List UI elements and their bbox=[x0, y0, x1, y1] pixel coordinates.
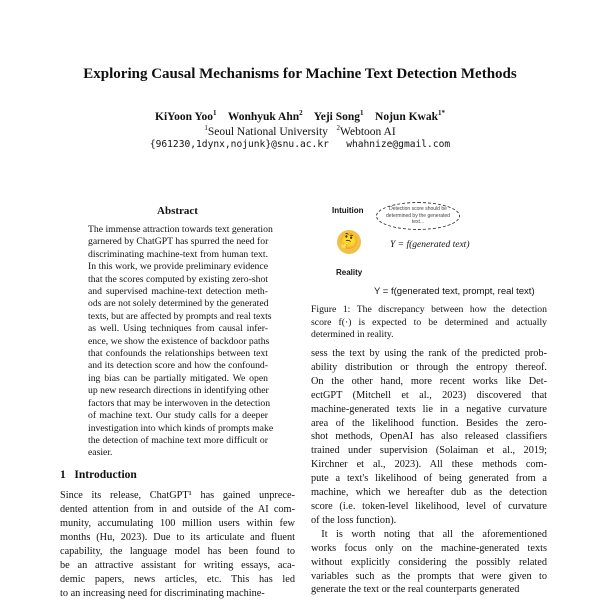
reality-equation: Y = f(generated text, prompt, real text) bbox=[374, 286, 535, 297]
text-line: ence, we show the existence of backdoor paths bbox=[88, 335, 270, 347]
text-line: shot methods, OpenAI has also released classifiers bbox=[311, 431, 547, 443]
text-line: as well. Using techniques from causal infer- bbox=[88, 323, 268, 335]
text-line: machine, which we hereafter dub as the detection bbox=[311, 487, 547, 499]
text-line: months (Hu, 2023). Due to its articulate and fluent bbox=[60, 532, 295, 543]
author-mark: 1 bbox=[213, 109, 217, 117]
paper-title: Exploring Causal Mechanisms for Machine Text Detection Methods bbox=[83, 66, 517, 82]
affil-name: Webtoon AI bbox=[340, 125, 396, 138]
thought-bubble: Detection score should be determined by the generated text... bbox=[376, 202, 460, 230]
abstract-text bbox=[88, 224, 274, 460]
right-column-text bbox=[311, 347, 547, 597]
author-mark: 2 bbox=[299, 109, 303, 117]
text-line: that the scores computed by existing zero-shot bbox=[88, 273, 268, 285]
text-line: texts, but are affected by prompts and real texts bbox=[88, 310, 272, 322]
text-line: sess the text by using the rank of the predicted prob- bbox=[311, 348, 547, 359]
affil-mark: 1 bbox=[204, 124, 208, 132]
author-name: KiYoon Yoo bbox=[155, 110, 214, 123]
affiliations bbox=[0, 124, 600, 138]
text-line: to an increasing need for discriminating machine- bbox=[60, 588, 265, 599]
intro-text bbox=[60, 489, 295, 600]
intuition-equation: Y = f(generated text) bbox=[390, 240, 470, 250]
author-mark: 1 bbox=[360, 109, 364, 117]
author-name: Yeji Song bbox=[313, 110, 361, 123]
text-line: area of the likelihood function. Besides the zero- bbox=[311, 417, 547, 429]
author bbox=[375, 111, 445, 123]
text-line: ods are not solely determined by the generated bbox=[88, 298, 269, 310]
figure-1 bbox=[310, 200, 550, 300]
text-line: The immense attraction towards text generation bbox=[88, 224, 273, 235]
text-line: machine-generated texts lie in a negative curvature bbox=[311, 403, 547, 415]
author-list bbox=[0, 109, 600, 123]
affil-name: Seoul National University bbox=[207, 125, 328, 138]
abstract-heading: Abstract bbox=[157, 205, 198, 217]
text-line: and supervised machine-text detection meth- bbox=[88, 286, 268, 298]
author-name: Wonhyuk Ahn bbox=[227, 110, 300, 123]
reality-label: Reality bbox=[336, 268, 363, 277]
text-line: capability, the language model has been found to bbox=[60, 546, 295, 557]
text-line: the detection of machine text more difficult or bbox=[88, 434, 268, 446]
text-line: munity, accumulating 100 million users within few bbox=[60, 518, 295, 529]
text-line: up new research directions in identifying other bbox=[88, 385, 269, 397]
text-line: of machine text. Our study calls for a deeper bbox=[88, 410, 268, 422]
author bbox=[228, 111, 303, 123]
text-line: discriminating machine-text from human text. bbox=[88, 248, 268, 260]
text-line: ectGPT (Mitchell et al., 2023) discovered that bbox=[311, 389, 547, 401]
text-line: be an attractive assistant for writing essays, aca- bbox=[60, 560, 295, 571]
text-line: works focus only on the machine-generated texts bbox=[311, 542, 547, 554]
intuition-label: Intuition bbox=[332, 206, 364, 215]
text-line: score f(·) is expected to be determined and actually bbox=[311, 316, 547, 328]
text-line: Since its release, ChatGPT¹ has gained unprece- bbox=[60, 490, 295, 501]
text-line: pute a text's likelihood of being generated from a bbox=[311, 473, 547, 485]
text-line: Figure 1: The discrepancy between how the detection bbox=[311, 304, 547, 315]
text-line: that confounds the relationships between text bbox=[88, 348, 268, 360]
text-line: score (i.e. token-level likelihood, level of curvature bbox=[311, 500, 547, 512]
affil-mark: 2 bbox=[336, 124, 341, 132]
text-line: On the other hand, more recent works like Det- bbox=[311, 375, 547, 387]
text-line: It is worth noting that all the aforementioned bbox=[311, 528, 547, 540]
author-name: Nojun Kwak bbox=[375, 110, 438, 123]
text-line: garnered by ChatGPT has spurred the need for bbox=[88, 236, 269, 248]
text-line: easier. bbox=[88, 447, 113, 459]
author bbox=[155, 111, 217, 123]
thinking-face-icon: 🤔 bbox=[337, 230, 361, 254]
text-line: and its detection score and how the confound- bbox=[88, 360, 268, 372]
text-line: of the loss function). bbox=[311, 514, 397, 526]
intro-heading: 1 Introduction bbox=[60, 469, 137, 481]
text-line: variables such as the prompts that were given to bbox=[311, 570, 547, 582]
text-line: dented attention from in and outside of the AI com- bbox=[60, 504, 295, 515]
text-line: trained under supervision (Solaiman et al., 2019; bbox=[311, 445, 547, 457]
text-line: generate the text or the real counterparts generated bbox=[311, 584, 520, 596]
text-line: Kirchner et al., 2023). All these methods com- bbox=[311, 459, 547, 471]
emails: {961230,1dynx,nojunk}@snu.ac.kr whahnize@gmail.com bbox=[149, 139, 451, 150]
author bbox=[314, 111, 364, 123]
figure-caption bbox=[311, 304, 547, 342]
text-line: demic papers, news articles, etc. This has led bbox=[60, 574, 295, 585]
author-mark: 1* bbox=[438, 109, 445, 117]
text-line: investigation into which kinds of prompts make bbox=[88, 422, 274, 434]
text-line: ing bias can be partially mitigated. We open bbox=[88, 372, 268, 384]
text-line: In this work, we provide preliminary evidence bbox=[88, 261, 268, 273]
text-line: determined in reality. bbox=[311, 329, 394, 341]
text-line: without explicitly considering the possibly related bbox=[311, 556, 547, 568]
text-line: factors that may be interwoven in the detection bbox=[88, 397, 271, 409]
text-line: ability distribution or through the entropy thereof. bbox=[311, 361, 547, 373]
